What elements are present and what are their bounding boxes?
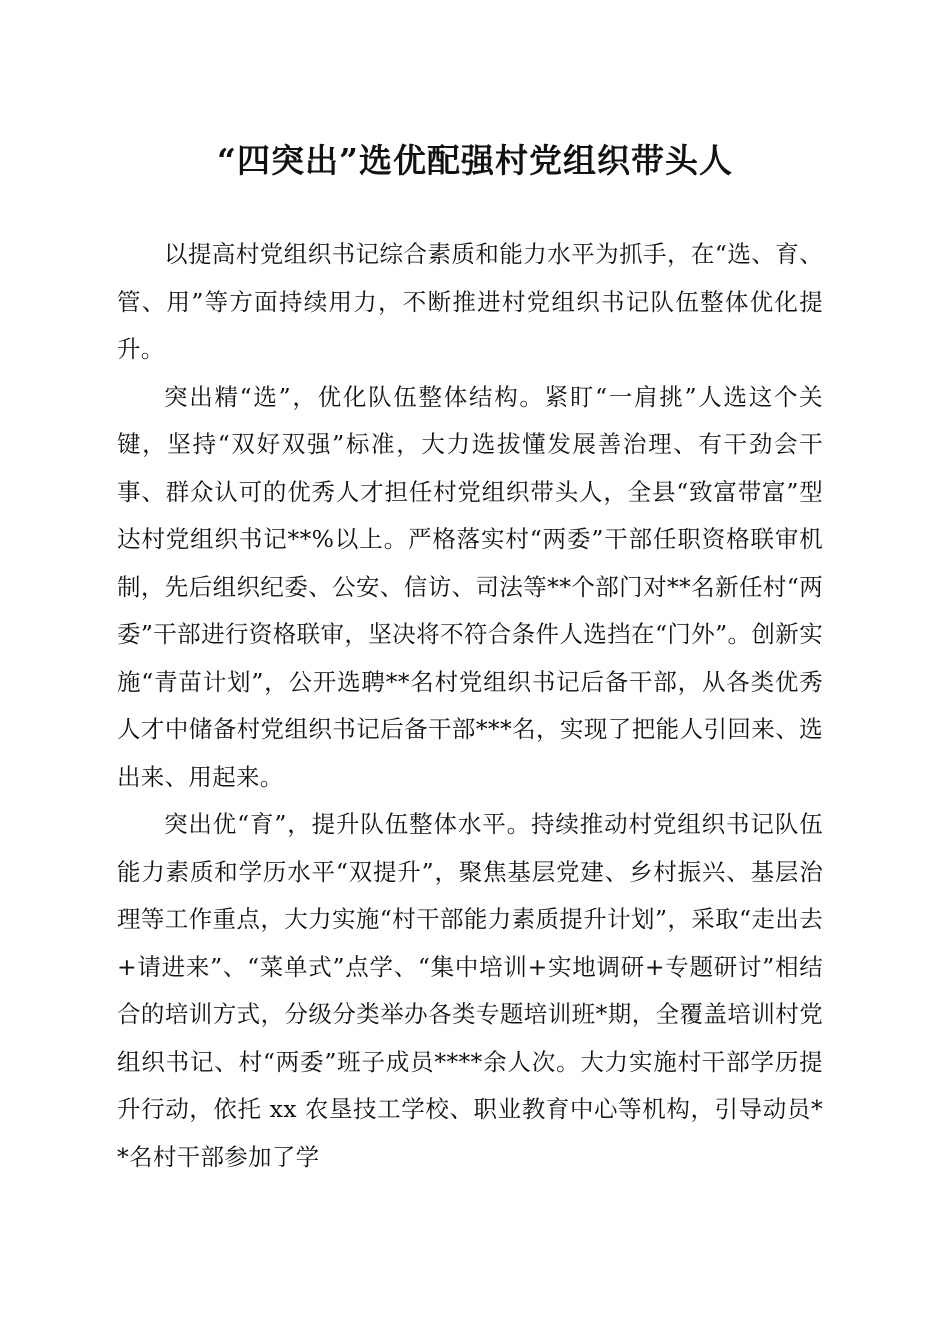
document-title: “四突出”选优配强村党组织带头人 xyxy=(217,141,733,180)
document-body xyxy=(117,231,823,1181)
paragraph-intro: 以提高村党组织书记综合素质和能力水平为抓手，在“选、育、管、用”等方面持续用力，不断推进村党组织书记队伍整体优化提升。 xyxy=(117,240,823,363)
paragraph-select: 突出精“选”，优化队伍整体结构。紧盯“一肩挑”人选这个关键，坚持“双好双强”标准，大力选拔懂发展善治理、有干劲会干事、群众认可的优秀人才担任村党组织带头人，全县“致富带富”型达村党组织书记**%以上。严格落实村“两委”干部任职资格联审机制，先后组织纪委、公安、信访、司法等**个部门对**名新任村“两委”干部进行资格联审，坚决将不符合条件人选挡在“门外”。创新实施“青苗计划”，公开选聘**名村党组织书记后备干部，从各类优秀人才中储备村党组织书记后备干部***名，实现了把能人引回来、选出来、用起来。 xyxy=(117,382,823,791)
paragraph-train: 突出优“育”，提升队伍整体水平。持续推动村党组织书记队伍能力素质和学历水平“双提升”，聚焦基层党建、乡村振兴、基层治理等工作重点，大力实施“村干部能力素质提升计划”，采取“走出去+请进来”、“菜单式”点学、“集中培训+实地调研+专题研讨”相结合的培训方式，分级分类举办各类专题培训班*期，全覆盖培训村党组织书记、村“两委”班子成员****余人次。大力实施村干部学历提升行动，依托 xx 农垦技工学校、职业教育中心等机构，引导动员**名村干部参加了学 xyxy=(117,810,823,1171)
